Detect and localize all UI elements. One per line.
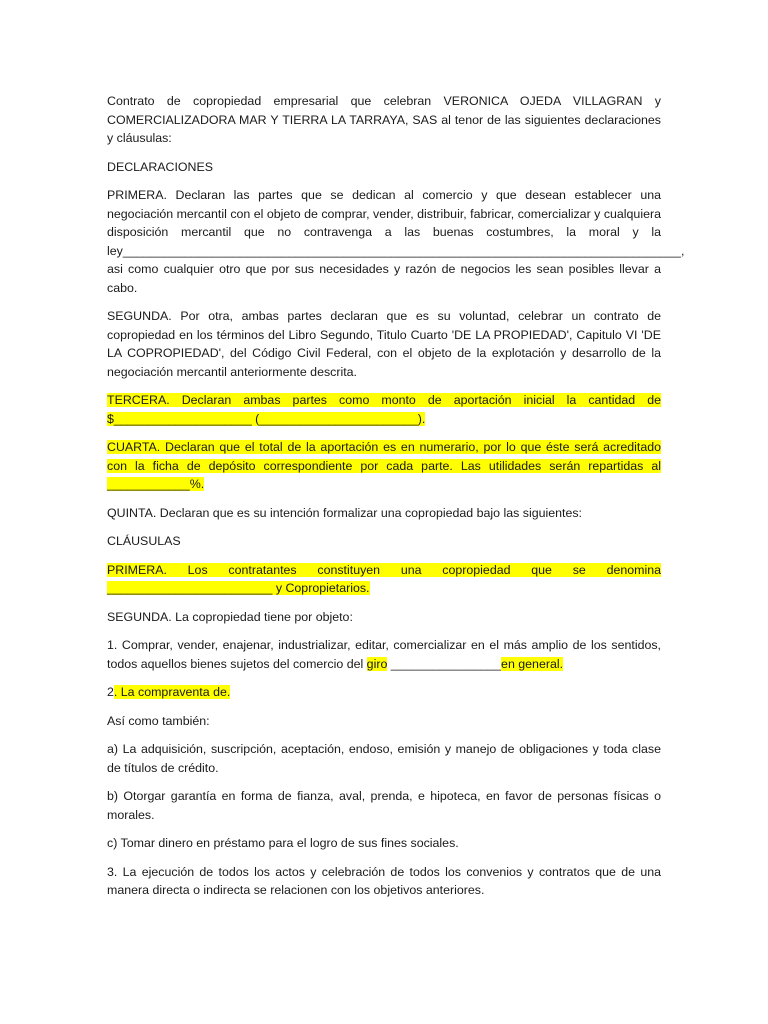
objeto-item-1 <box>107 636 661 673</box>
item1-text: 1. Comprar, vender, enajenar, industrializar, editar, comercializar en el más amplio de los sentidos, todos aquellos bienes sujetos del comercio del <box>107 638 661 671</box>
clausula-primera-highlight: PRIMERA. Los contratantes constituyen una copropiedad que se denomina ________________________ y Copropietarios. <box>107 562 661 595</box>
declaracion-cuarta <box>107 438 661 494</box>
clausula-segunda: SEGUNDA. La copropiedad tiene por objeto: <box>107 609 353 624</box>
item2-number: 2 <box>107 685 114 699</box>
objeto-item-c: c) Tomar dinero en préstamo para el logro de sus fines sociales. <box>107 836 459 850</box>
clausulas-heading: CLÁUSULAS <box>107 534 181 548</box>
declaracion-primera: PRIMERA. Declaran las partes que se dedican al comercio y que desean establecer una negociación mercantil con el objeto de comprar, vender, distribuir, fabricar, comercializar y cualquiera disposición mercantil que no contravenga a las buenas costumbres, la moral y la ley_________________________________________________________________________________, asi como cualquier otro que por sus necesidades y razón de negocios les sean posibles llevar a cabo. <box>107 188 685 295</box>
declaracion-tercera <box>107 391 661 428</box>
item1-blank: ________________ <box>387 656 502 671</box>
intro-paragraph: Contrato de copropiedad empresarial que celebran VERONICA OJEDA VILLAGRAN y COMERCIALIZADORA MAR Y TIERRA LA TARRAYA, SAS al tenor de las siguientes declaraciones y cláusulas: <box>107 94 661 145</box>
cuarta-highlight: CUARTA. Declaran que el total de la aportación es en numerario, por lo que éste será acreditado con la ficha de depósito correspondiente por cada parte. Las utilidades serán repartidas al ____________%. <box>107 440 661 491</box>
objeto-item-a: a) La adquisición, suscripción, aceptación, endoso, emisión y manejo de obligaciones y toda clase de títulos de crédito. <box>107 742 661 775</box>
item1-general-highlight: en general. <box>501 656 564 671</box>
tercera-highlight: TERCERA. Declaran ambas partes como monto de aportación inicial la cantidad de $____________________ (_______________________). <box>107 393 661 426</box>
clausula-primera <box>107 561 661 598</box>
asi-como-tambien: Así como también: <box>107 713 210 728</box>
objeto-item-2 <box>107 683 661 702</box>
objeto-item-3: 3. La ejecución de todos los actos y celebración de todos los convenios y contratos que de una manera directa o indirecta se relacionen con los objetivos anteriores. <box>107 864 661 897</box>
declaracion-segunda: SEGUNDA. Por otra, ambas partes declaran que es su voluntad, celebrar un contrato de copropiedad en los términos del Libro Segundo, Titulo Cuarto 'DE LA PROPIEDAD', Capitulo VI 'DE LA COPROPIEDAD', del Código Civil Federal, con el objeto de la explotación y desarrollo de la negociación mercantil anteriormente descrita. <box>107 309 661 379</box>
declaraciones-heading: DECLARACIONES <box>107 159 214 174</box>
objeto-item-b: b) Otorgar garantía en forma de fianza, aval, prenda, e hipoteca, en favor de personas físicas o morales. <box>107 789 661 822</box>
item1-giro-highlight: giro <box>366 656 388 671</box>
declaracion-quinta: QUINTA. Declaran que es su intención formalizar una copropiedad bajo las siguientes: <box>107 505 582 520</box>
item2-highlight: . La compraventa de. <box>113 685 231 699</box>
